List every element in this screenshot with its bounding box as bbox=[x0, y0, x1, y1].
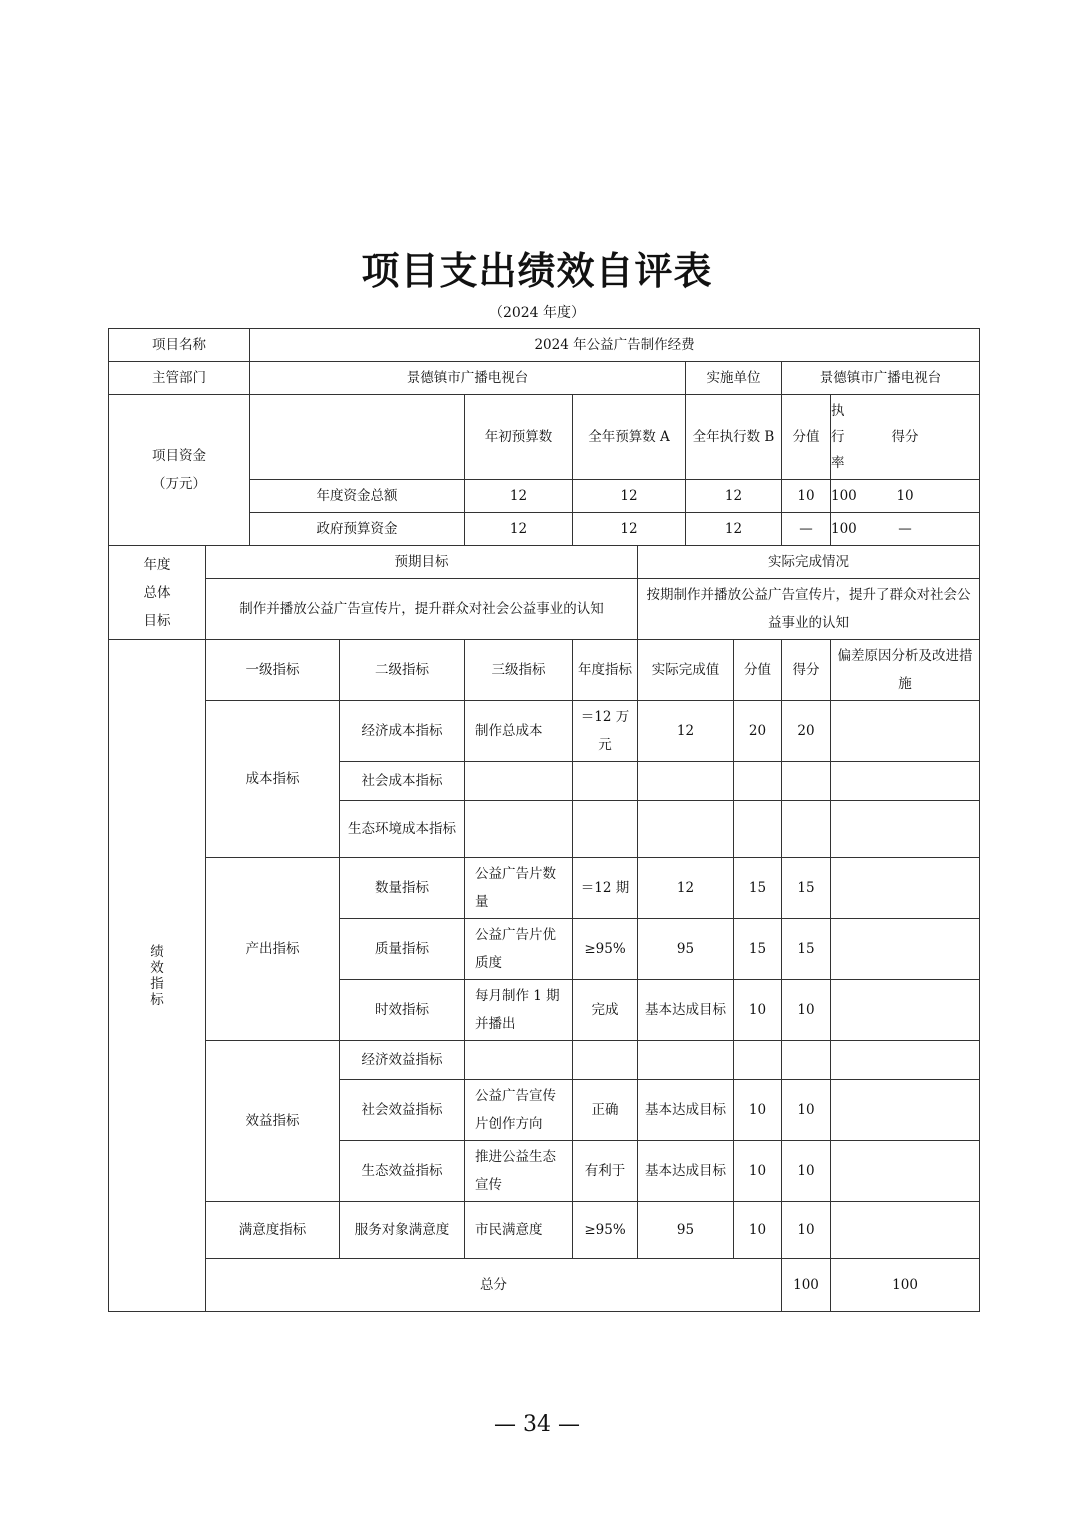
funds-row-name: 政府预算资金 bbox=[250, 513, 465, 546]
funds-header: 全年执行数 B bbox=[686, 395, 782, 480]
deviation-note bbox=[831, 801, 980, 858]
score-value bbox=[782, 762, 831, 801]
funds-cell-split: 10 100 bbox=[782, 480, 831, 513]
actual-value: 基本达成目标 bbox=[638, 1080, 734, 1141]
actual-value: 基本达成目标 bbox=[638, 980, 734, 1041]
annual-target: ≥95% bbox=[573, 1202, 638, 1259]
score-value: 15 bbox=[782, 858, 831, 919]
level3-indicator: 市民满意度 bbox=[465, 1202, 573, 1259]
page-title: 项目支出绩效自评表 bbox=[361, 249, 713, 293]
weight-value: 10 bbox=[734, 1202, 782, 1259]
funds-header: 全年预算数 A bbox=[573, 395, 686, 480]
level3-indicator bbox=[465, 801, 573, 858]
actual-value bbox=[638, 762, 734, 801]
actual-value bbox=[638, 801, 734, 858]
annual-target bbox=[573, 762, 638, 801]
level2-indicator: 时效指标 bbox=[340, 980, 465, 1041]
indicator-header: 得分 bbox=[782, 640, 831, 701]
planned-goal-text: 制作并播放公益广告宣传片，提升群众对社会公益事业的认知 bbox=[206, 579, 638, 640]
funds-corner bbox=[250, 395, 465, 480]
annual-target: ＝12 期 bbox=[573, 858, 638, 919]
funds-label-cell bbox=[109, 395, 250, 546]
level1-indicator: 成本指标 bbox=[206, 701, 340, 858]
score-value: 10 bbox=[782, 1202, 831, 1259]
project-name-value: 2024 年公益广告制作经费 bbox=[250, 329, 980, 362]
weight-value: 15 bbox=[734, 858, 782, 919]
actual-goal-header: 实际完成情况 bbox=[638, 546, 980, 579]
page-number: — 34 — bbox=[494, 1412, 580, 1437]
funds-row-name: 年度资金总额 bbox=[250, 480, 465, 513]
level2-indicator: 质量指标 bbox=[340, 919, 465, 980]
weight-value bbox=[734, 1041, 782, 1080]
unit-value: 景德镇市广播电视台 bbox=[782, 362, 980, 395]
score-value: 15 bbox=[782, 919, 831, 980]
deviation-note bbox=[831, 919, 980, 980]
level3-indicator bbox=[465, 762, 573, 801]
level2-indicator: 社会效益指标 bbox=[340, 1080, 465, 1141]
indicators-label: 绩效指标 bbox=[109, 640, 206, 1312]
score-value: 10 bbox=[782, 1080, 831, 1141]
funds-header: 得分 bbox=[831, 395, 980, 480]
funds-cell-split: — 100 bbox=[782, 513, 831, 546]
funds-cell: — bbox=[782, 515, 831, 544]
funds-cell: 12 bbox=[573, 513, 686, 546]
actual-value bbox=[638, 1041, 734, 1080]
level2-indicator: 数量指标 bbox=[340, 858, 465, 919]
funds-label: 项目资金 bbox=[152, 448, 206, 464]
actual-value: 12 bbox=[638, 858, 734, 919]
funds-cell: 12 bbox=[465, 513, 573, 546]
funds-cell: 12 bbox=[573, 480, 686, 513]
funds-cell: — bbox=[831, 513, 980, 546]
planned-goal-header: 预期目标 bbox=[206, 546, 638, 579]
deviation-note bbox=[831, 1141, 980, 1202]
annual-target: 有利于 bbox=[573, 1141, 638, 1202]
weight-value: 10 bbox=[734, 1141, 782, 1202]
deviation-note bbox=[831, 762, 980, 801]
year-subtitle: （2024 年度） bbox=[488, 305, 586, 321]
unit-label: 实施单位 bbox=[686, 362, 782, 395]
dept-value: 景德镇市广播电视台 bbox=[250, 362, 686, 395]
level3-indicator: 推进公益生态宣传 bbox=[465, 1141, 573, 1202]
score-value: 10 bbox=[782, 980, 831, 1041]
deviation-note bbox=[831, 858, 980, 919]
indicator-header: 三级指标 bbox=[465, 640, 573, 701]
dept-label: 主管部门 bbox=[109, 362, 250, 395]
level1-indicator: 产出指标 bbox=[206, 858, 340, 1041]
annual-target: 完成 bbox=[573, 980, 638, 1041]
indicator-header: 一级指标 bbox=[206, 640, 340, 701]
score-value bbox=[782, 801, 831, 858]
funds-cell: 12 bbox=[686, 480, 782, 513]
level2-indicator: 服务对象满意度 bbox=[340, 1202, 465, 1259]
weight-value bbox=[734, 762, 782, 801]
total-weight: 100 bbox=[782, 1259, 831, 1312]
funds-unit: （万元） bbox=[152, 476, 206, 492]
level1-indicator: 满意度指标 bbox=[206, 1202, 340, 1259]
level3-indicator: 每月制作 1 期并播出 bbox=[465, 980, 573, 1041]
indicator-header: 年度指标 bbox=[573, 640, 638, 701]
total-label: 总分 bbox=[206, 1259, 782, 1312]
level3-indicator: 公益广告片优质度 bbox=[465, 919, 573, 980]
level3-indicator bbox=[465, 1041, 573, 1080]
deviation-note bbox=[831, 1202, 980, 1259]
weight-value: 15 bbox=[734, 919, 782, 980]
total-score: 100 bbox=[831, 1259, 980, 1312]
actual-value: 12 bbox=[638, 701, 734, 762]
annual-target: ≥95% bbox=[573, 919, 638, 980]
funds-header-split: 分值 执行率 bbox=[782, 395, 831, 480]
level3-indicator: 公益广告片数量 bbox=[465, 858, 573, 919]
funds-cell: 10 bbox=[831, 480, 980, 513]
level2-indicator: 经济成本指标 bbox=[340, 701, 465, 762]
annual-target bbox=[573, 1041, 638, 1080]
level2-indicator: 生态效益指标 bbox=[340, 1141, 465, 1202]
actual-value: 95 bbox=[638, 1202, 734, 1259]
funds-cell: 12 bbox=[686, 513, 782, 546]
annual-target: 正确 bbox=[573, 1080, 638, 1141]
weight-value: 10 bbox=[734, 1080, 782, 1141]
actual-goal-text: 按期制作并播放公益广告宣传片，提升了群众对社会公益事业的认知 bbox=[638, 579, 980, 640]
deviation-note bbox=[831, 1041, 980, 1080]
indicator-header: 分值 bbox=[734, 640, 782, 701]
project-name-label: 项目名称 bbox=[109, 329, 250, 362]
annual-target bbox=[573, 801, 638, 858]
level2-indicator: 经济效益指标 bbox=[340, 1041, 465, 1080]
indicator-header: 偏差原因分析及改进措施 bbox=[831, 640, 980, 701]
funds-cell: 12 bbox=[465, 480, 573, 513]
funds-header: 分值 bbox=[782, 395, 831, 479]
score-value bbox=[782, 1041, 831, 1080]
self-evaluation-table bbox=[108, 328, 980, 1312]
score-value: 20 bbox=[782, 701, 831, 762]
annual-target: ＝12 万元 bbox=[573, 701, 638, 762]
score-value: 10 bbox=[782, 1141, 831, 1202]
deviation-note bbox=[831, 980, 980, 1041]
actual-value: 95 bbox=[638, 919, 734, 980]
indicator-header: 实际完成值 bbox=[638, 640, 734, 701]
goals-label: 年度总体目标 bbox=[109, 546, 206, 640]
level2-indicator: 社会成本指标 bbox=[340, 762, 465, 801]
deviation-note bbox=[831, 1080, 980, 1141]
weight-value: 20 bbox=[734, 701, 782, 762]
funds-cell: 10 bbox=[782, 482, 831, 511]
level3-indicator: 公益广告宣传片创作方向 bbox=[465, 1080, 573, 1141]
weight-value: 10 bbox=[734, 980, 782, 1041]
indicator-header: 二级指标 bbox=[340, 640, 465, 701]
level1-indicator: 效益指标 bbox=[206, 1041, 340, 1202]
deviation-note bbox=[831, 701, 980, 762]
actual-value: 基本达成目标 bbox=[638, 1141, 734, 1202]
level3-indicator: 制作总成本 bbox=[465, 701, 573, 762]
weight-value bbox=[734, 801, 782, 858]
funds-header: 年初预算数 bbox=[465, 395, 573, 480]
level2-indicator: 生态环境成本指标 bbox=[340, 801, 465, 858]
